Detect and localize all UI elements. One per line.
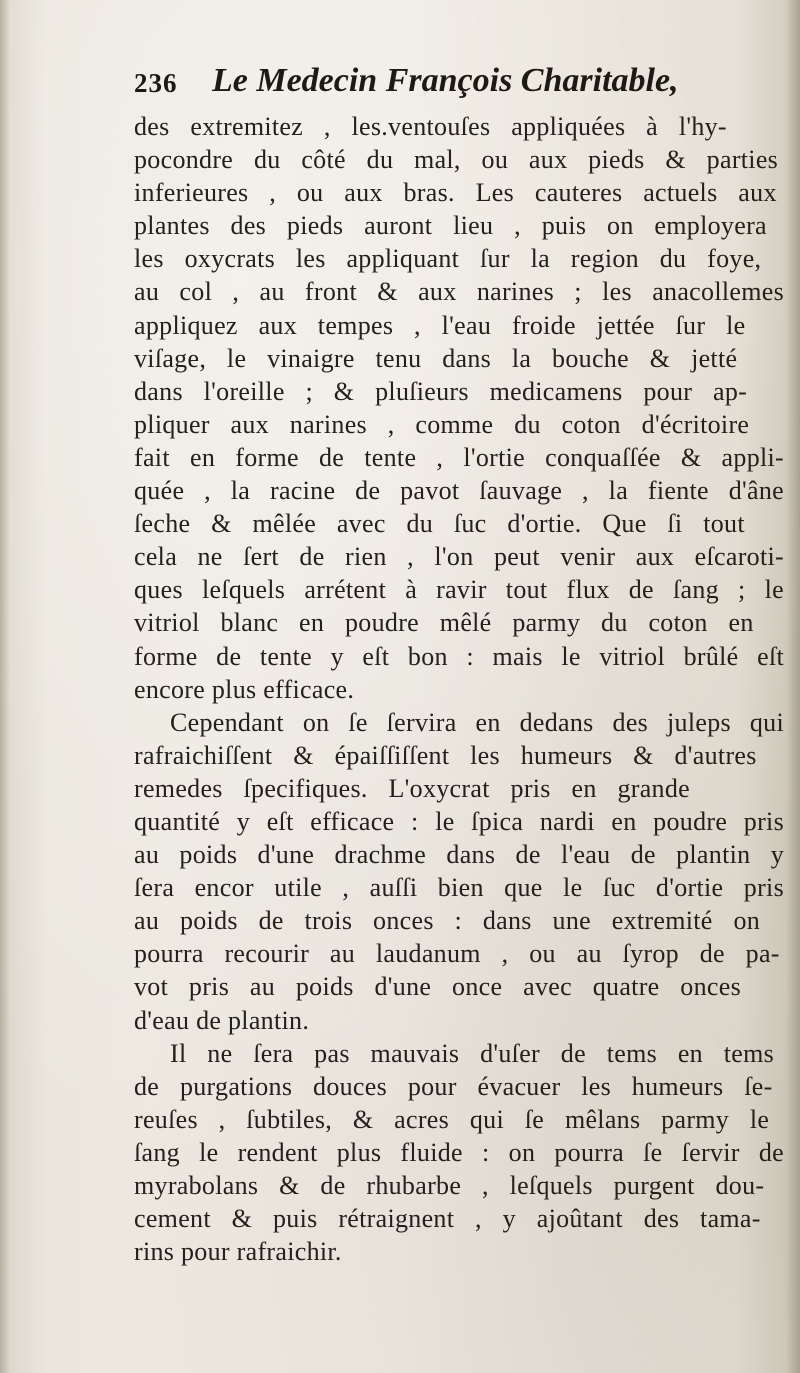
page-header <box>134 62 774 110</box>
text-line: plantes des pieds auront lieu , puis on employera <box>134 211 767 241</box>
text-line: viſage, le vinaigre tenu dans la bouche & jetté <box>134 343 738 373</box>
text-line: rafraichiſſent & épaiſſiſſent les humeurs & d'autres <box>134 740 757 770</box>
text-line: remedes ſpecifiques. L'oxycrat pris en grande <box>134 773 690 803</box>
text-line: cement & puis rétraignent , y ajoûtant des tama- <box>134 1204 761 1234</box>
text-line: ques leſquels arrétent à ravir tout flux de ſang ; le <box>134 575 784 605</box>
text-line: au poids d'une drachme dans de l'eau de plantin y <box>134 840 784 870</box>
text-line: forme de tente y eſt bon : mais le vitriol brûlé eſt <box>134 641 784 671</box>
text-line: Il ne ſera pas mauvais d'uſer de tems en tems <box>170 1038 775 1068</box>
running-title: Le Medecin François Charitable, <box>212 62 679 99</box>
text-line: au col , au front & aux narines ; les anacollemes <box>134 277 784 307</box>
text-line: ſang le rendent plus fluide : on pourra ſe ſervir de <box>134 1137 784 1167</box>
text-line: des extremitez , les.ventouſes appliquées à l'hy- <box>134 112 727 141</box>
text-line: inferieures , ou aux bras. Les cauteres actuels aux <box>134 178 777 208</box>
text-line: quantité y eſt efficace : le ſpica nardi en poudre pris <box>134 806 784 836</box>
text-line: myrabolans & de rhubarbe , leſquels purgent dou- <box>134 1171 765 1200</box>
text-line: Cependant on ſe ſervira en dedans des juleps qui <box>170 707 784 737</box>
text-line: reuſes , ſubtiles, & acres qui ſe mêlans parmy le <box>134 1104 770 1134</box>
text-line: encore plus efficace. <box>134 674 355 704</box>
text-line: les oxycrats les appliquant ſur la region du foye, <box>134 244 762 274</box>
page-left-edge-shadow <box>0 0 10 1373</box>
text-line: pliquer aux narines , comme du coton d'écritoire <box>134 409 750 439</box>
text-line: ſeche & mêlée avec du ſuc d'ortie. Que ſi tout <box>134 509 745 539</box>
text-line: au poids de trois onces : dans une extremité on <box>134 906 761 936</box>
text-line: vot pris au poids d'une once avec quatre onces <box>134 972 741 1002</box>
body-text <box>134 110 794 1268</box>
text-line: pocondre du côté du mal, ou aux pieds & parties <box>134 145 779 175</box>
text-line: dans l'oreille ; & pluſieurs medicamens pour ap- <box>134 376 748 406</box>
text-line: quée , la racine de pavot ſauvage , la fiente d'âne <box>134 476 784 506</box>
text-line: rins pour rafraichir. <box>134 1237 342 1267</box>
text-line: d'eau de plantin. <box>134 1005 310 1035</box>
page-number: 236 <box>134 68 178 98</box>
text-line: ſera encor utile , auſſi bien que le ſuc d'ortie pris <box>134 873 784 903</box>
text-line: cela ne ſert de rien , l'on peut venir aux eſcaroti- <box>134 542 784 572</box>
text-line: appliquez aux tempes , l'eau froide jettée ſur le <box>134 310 746 340</box>
text-line: de purgations douces pour évacuer les humeurs ſe- <box>134 1071 773 1101</box>
text-line: vitriol blanc en poudre mêlé parmy du coton en <box>134 608 754 638</box>
text-line: fait en forme de tente , l'ortie conquaſſée & appli- <box>134 442 784 472</box>
text-line: pourra recourir au laudanum , ou au ſyrop de pa- <box>134 939 780 969</box>
